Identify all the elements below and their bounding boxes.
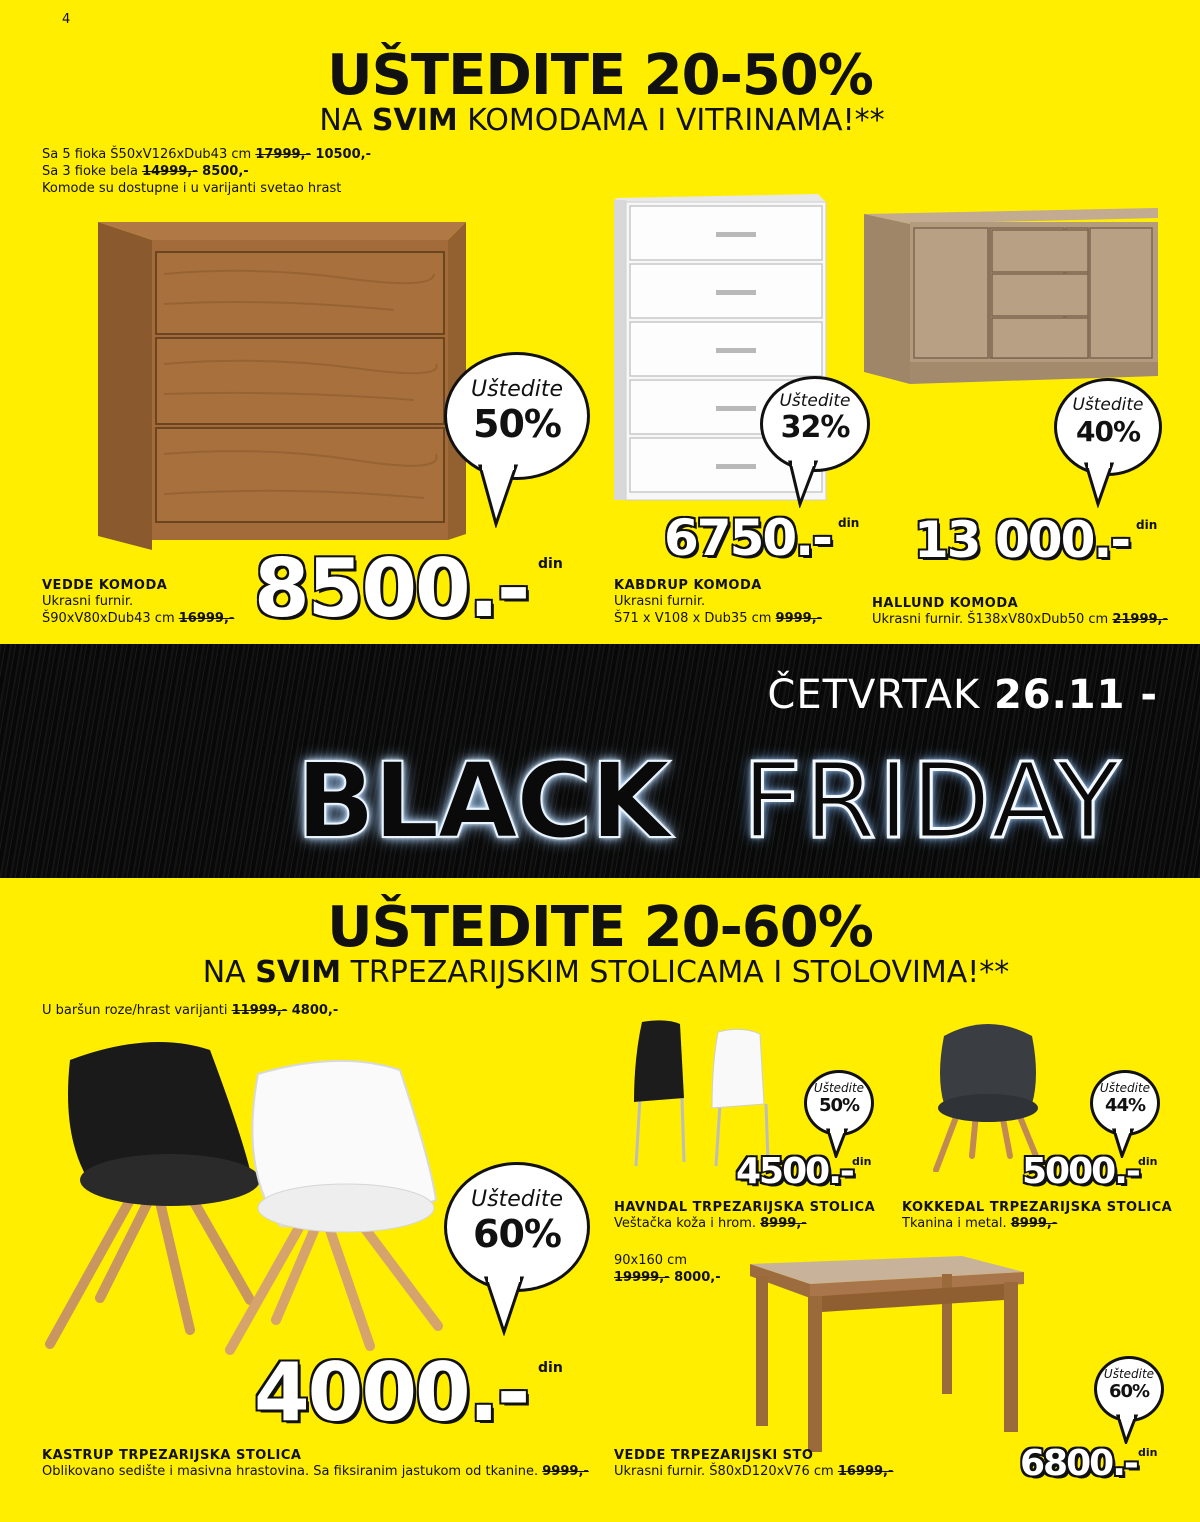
vedde-table-variant-note: 90x160 cm 19999,- 8000,- [614, 1253, 721, 1285]
friday-word: FRIDAY [742, 740, 1122, 862]
old-price: 9999,- [775, 611, 823, 626]
bubble-tail [1082, 462, 1122, 508]
hallund-info: HALLUND KOMODA Ukrasni furnir. Š138xV80xDub50 cm 21999,- [872, 596, 1168, 627]
kabdrup-info: KABDRUP KOMODA Ukrasni furnir. Š71 x V108 x Dub35 cm 9999,- [614, 578, 823, 626]
vedde-table-price: 6800.- [1020, 1443, 1137, 1484]
top-headline: UŠTEDITE 20-50% [327, 43, 873, 108]
old-price: 16999,- [178, 611, 235, 626]
kastrup-info: KASTRUP TRPEZARIJSKA STOLICA Oblikovano sedište i masivna hrastovina. Sa fiksiranim jastukom od tkanine. 9999,- [42, 1448, 589, 1479]
variant-note-1: Sa 5 fioka Š50xV126xDub43 cm 17999,- 10500,- [42, 147, 371, 162]
product-name: VEDDE TRPEZARIJSKI STO [614, 1448, 814, 1463]
hallund-sideboard-image[interactable] [860, 206, 1160, 386]
variant-note-2: Sa 3 fioke bela 14999,- 8500,- [42, 164, 249, 179]
old-price: 9999,- [542, 1464, 589, 1479]
top-variant-notes [42, 146, 371, 197]
product-name: KABDRUP KOMODA [614, 578, 762, 593]
havndal-price: 4500.- [736, 1151, 853, 1192]
vedde-save-bubble: Uštedite 50% [444, 352, 590, 480]
old-price: 16999,- [837, 1464, 894, 1479]
variant-note-3: Komode su dostupne i u varijanti svetao hrast [42, 181, 342, 196]
page-number: 4 [62, 12, 71, 27]
vedde-table-info: VEDDE TRPEZARIJSKI STO Ukrasni furnir. Š80xD120xV76 cm 16999,- [614, 1448, 894, 1479]
top-subheadline: NA SVIM KOMODAMA I VITRINAMA!** [319, 103, 885, 138]
kokkedal-currency: din [1138, 1155, 1158, 1168]
vedde-table-save-bubble: Uštedite 60% [1094, 1356, 1164, 1422]
vedde-currency: din [538, 556, 563, 572]
hallund-save-bubble: Uštedite 40% [1054, 378, 1162, 476]
product-desc: Ukrasni furnir. [614, 594, 706, 609]
hallund-currency: din [1136, 518, 1158, 532]
kabdrup-currency: din [838, 516, 860, 530]
old-price: 8999,- [760, 1216, 807, 1231]
kokkedal-chair-image[interactable] [928, 1016, 1048, 1172]
black-word: BLACK [296, 740, 669, 862]
vedde-info: VEDDE KOMODA Ukrasni furnir. Š90xV80xDub43 cm 16999,- [42, 578, 235, 626]
kabdrup-save-bubble: Uštedite 32% [760, 376, 870, 472]
vedde-price: 8500.- [254, 542, 529, 635]
vedde-table-currency: din [1138, 1446, 1158, 1459]
bubble-tail [482, 1276, 532, 1336]
vedde-table-image[interactable] [746, 1256, 1028, 1452]
havndal-chairs-image[interactable] [626, 1018, 796, 1168]
event-date: ČETVRTAK 26.11 - [767, 672, 1158, 718]
kokkedal-price: 5000.- [1022, 1151, 1139, 1192]
old-price: 21999,- [1112, 612, 1168, 627]
bubble-tail [786, 460, 826, 508]
vedde-dresser-image[interactable] [94, 214, 470, 550]
product-name: KASTRUP TRPEZARIJSKA STOLICA [42, 1448, 302, 1463]
kokkedal-info: KOKKEDAL TRPEZARIJSKA STOLICA Tkanina i metal. 8999,- [902, 1200, 1173, 1231]
havndal-info: HAVNDAL TRPEZARIJSKA STOLICA Veštačka koža i hrom. 8999,- [614, 1200, 876, 1231]
hallund-price: 13 000.- [914, 511, 1130, 569]
bottom-subheadline: NA SVIM TRPEZARIJSKIM STOLICAMA I STOLOVIMA!** [202, 955, 1010, 990]
kastrup-currency: din [538, 1360, 563, 1376]
havndal-currency: din [852, 1155, 872, 1168]
product-name: HALLUND KOMODA [872, 596, 1019, 611]
product-desc: Ukrasni furnir. [42, 594, 134, 609]
product-name: HAVNDAL TRPEZARIJSKA STOLICA [614, 1200, 876, 1215]
product-name: VEDDE KOMODA [42, 578, 168, 593]
old-price: 8999,- [1010, 1216, 1058, 1231]
product-name: KOKKEDAL TRPEZARIJSKA STOLICA [902, 1200, 1173, 1215]
bubble-tail [476, 464, 526, 528]
kastrup-chairs-image[interactable] [40, 1030, 460, 1360]
kastrup-price: 4000.- [254, 1346, 529, 1439]
kabdrup-price: 6750.- [664, 509, 831, 567]
bubble-tail [1116, 1414, 1142, 1444]
kastrup-save-bubble: Uštedite 60% [444, 1162, 590, 1292]
bottom-headline: UŠTEDITE 20-60% [327, 895, 873, 960]
bottom-variant-note: U baršun roze/hrast varijanti 11999,- 4800,- [42, 1003, 339, 1018]
kokkedal-save-bubble: Uštedite 44% [1090, 1070, 1160, 1136]
havndal-save-bubble: Uštedite 50% [804, 1070, 874, 1136]
